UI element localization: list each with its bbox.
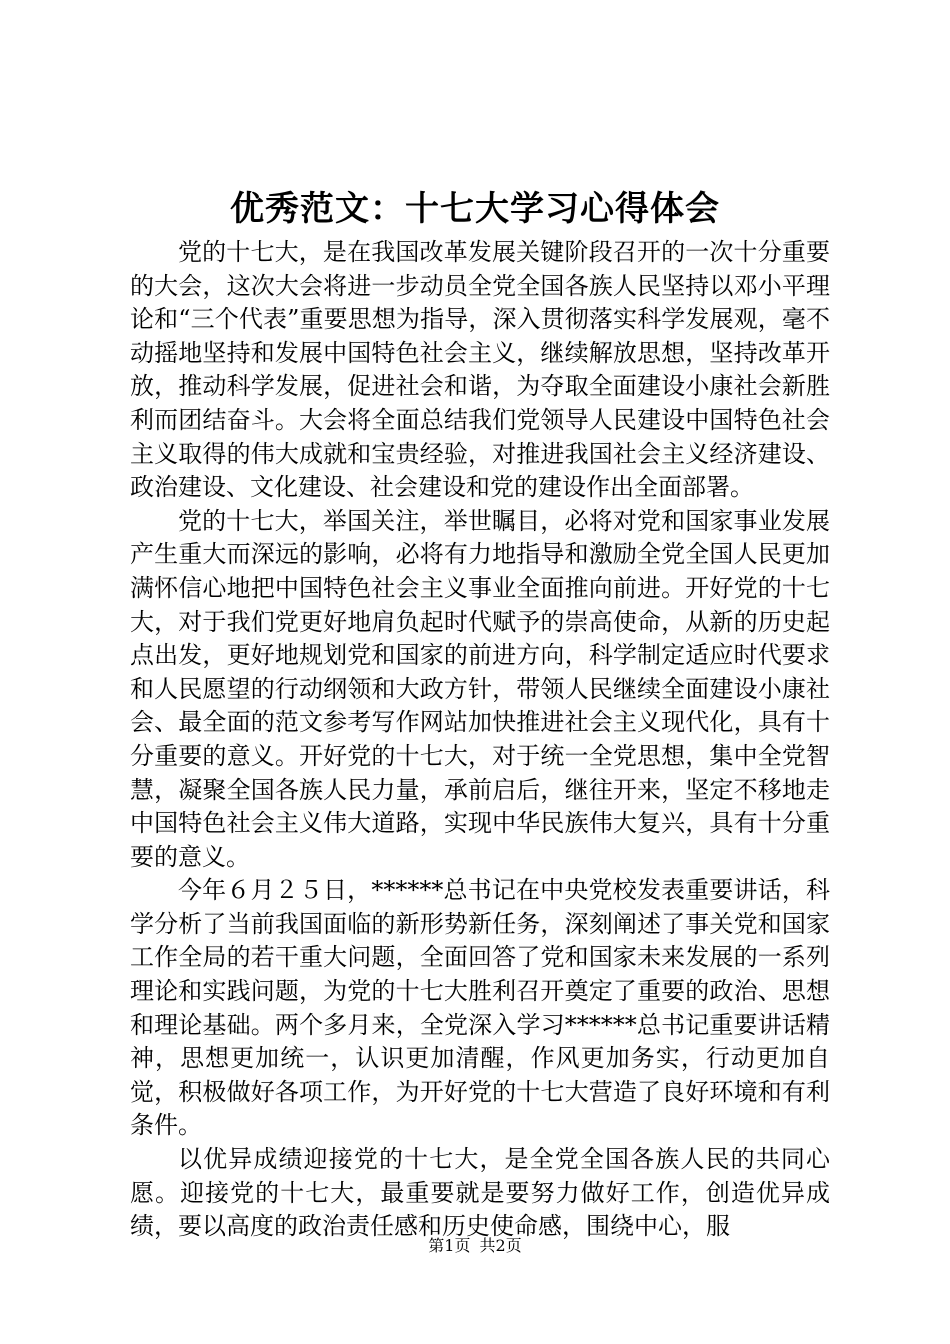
page-total: 共2页 xyxy=(479,1236,522,1255)
paragraph-3: 今年６月２５日，******总书记在中央党校发表重要讲话，科学分析了当前我国面临的新形势新任务，深刻阐述了事关党和国家工作全局的若干重大问题，全面回答了党和国家未来发展的一系列理论和实践问题，为党的十七大胜利召开奠定了重要的政治、思想和理论基础。两个多月来，全党深入学习******总书记重要讲话精神，思想更加统一，认识更加清醒，作风更加务实，行动更加自觉，积极做好各项工作，为开好党的十七大营造了良好环境和有利条件。 xyxy=(130,876,830,1140)
page-footer xyxy=(0,1236,950,1256)
document-body xyxy=(130,236,830,1244)
paragraph-2: 党的十七大，举国关注，举世瞩目，必将对党和国家事业发展产生重大而深远的影响，必将有力地指导和激励全党全国人民更加满怀信心地把中国特色社会主义事业全面推向前进。开好党的十七大，对于我们党更好地肩负起时代赋予的崇高使命，从新的历史起点出发，更好地规划党和国家的前进方向，科学制定适应时代要求和人民愿望的行动纲领和大政方针，带领人民继续全面建设小康社会、最全面的范文参考写作网站加快推进社会主义现代化，具有十分重要的意义。开好党的十七大，对于统一全党思想，集中全党智慧，凝聚全国各族人民力量，承前启后，继往开来，坚定不移地走中国特色社会主义伟大道路，实现中华民族伟大复兴，具有十分重要的意义。 xyxy=(130,506,830,871)
paragraph-1: 党的十七大，是在我国改革发展关键阶段召开的一次十分重要的大会，这次大会将进一步动员全党全国各族人民坚持以邓小平理论和“三个代表”重要思想为指导，深入贯彻落实科学发展观，毫不动摇地坚持和发展中国特色社会主义，继续解放思想，坚持改革开放，推动科学发展，促进社会和谐，为夺取全面建设小康社会新胜利而团结奋斗。大会将全面总结我们党领导人民建设中国特色社会主义取得的伟大成就和宝贵经验，对推进我国社会主义经济建设、政治建设、文化建设、社会建设和党的建设作出全面部署。 xyxy=(130,238,830,502)
page-number: 第1页 xyxy=(428,1236,471,1255)
document-title: 优秀范文：十七大学习心得体会 xyxy=(230,189,720,229)
paragraph-4: 以优异成绩迎接党的十七大，是全党全国各族人民的共同心愿。迎接党的十七大，最重要就是要努力做好工作，创造优异成绩，要以高度的政治责任感和历史使命感，围绕中心，服 xyxy=(130,1145,830,1241)
